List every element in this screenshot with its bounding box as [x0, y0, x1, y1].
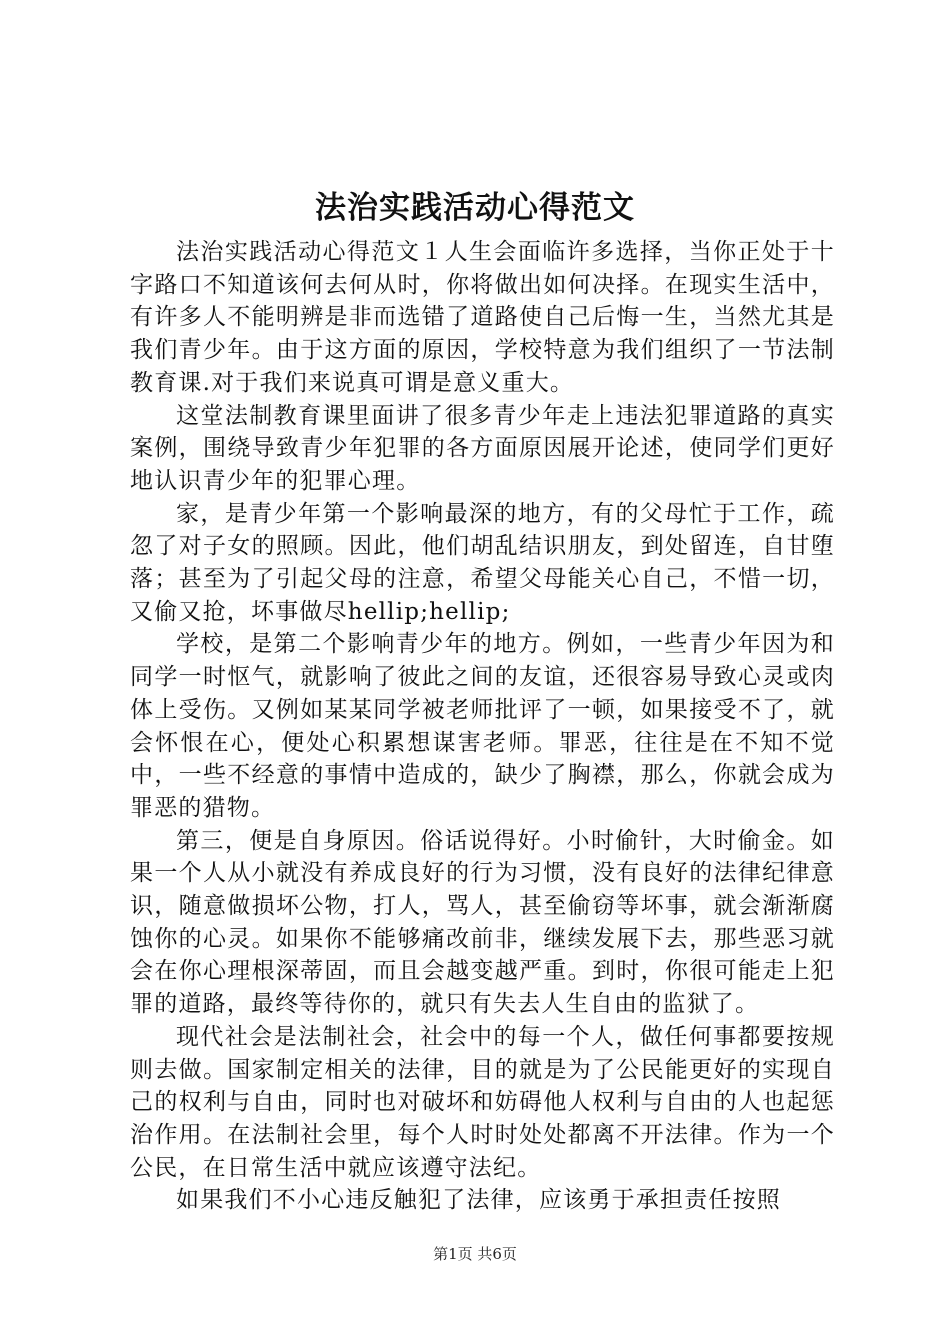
paragraph-5: 第三，便是自身原因。俗话说得好。小时偷针，大时偷金。如果一个人从小就没有养成良好的行为习惯，没有良好的法律纪律意识，随意做损坏公物，打人，骂人，甚至偷窃等坏事，就会渐渐腐蚀你的心灵。如果你不能够痛改前非，继续发展下去，那些恶习就会在你心理根深蒂固，而且会越变越严重。到时，你很可能走上犯罪的道路，最终等待你的，就只有失去人生自由的监狱了。 [130, 827, 835, 1018]
paragraph-6: 现代社会是法制社会，社会中的每一个人，做任何事都要按规则去做。国家制定相关的法律，目的就是为了公民能更好的实现自己的权利与自由，同时也对破坏和妨碍他人权利与自由的人也起惩治作用。在法制社会里，每个人时时处处都离不开法律。作为一个公民，在日常生活中就应该遵守法纪。 [130, 1023, 835, 1181]
paragraph-4: 学校，是第二个影响青少年的地方。例如，一些青少年因为和同学一时怄气，就影响了彼此之间的友谊，还很容易导致心灵或肉体上受伤。又例如某某同学被老师批评了一顿，如果接受不了，就会怀恨在心，便处心积累想谋害老师。罪恶，往往是在不知不觉中，一些不经意的事情中造成的，缺少了胸襟，那么，你就会成为罪恶的猎物。 [130, 631, 835, 821]
paragraph-2: 这堂法制教育课里面讲了很多青少年走上违法犯罪道路的真实案例，围绕导致青少年犯罪的各方面原因展开论述，使同学们更好地认识青少年的犯罪心理。 [130, 402, 835, 494]
paragraph-7: 如果我们不小心违反触犯了法律，应该勇于承担责任按照 [176, 1187, 781, 1214]
document-body [130, 236, 835, 1217]
page-number-footer: 第1页 共6页 [433, 1245, 517, 1263]
paragraph-3: 家，是青少年第一个影响最深的地方，有的父母忙于工作，疏忽了对子女的照顾。因此，他们胡乱结识朋友，到处留连，自甘堕落；甚至为了引起父母的注意，希望父母能关心自己，不惜一切，又偷又抢，坏事做尽hellip;hellip; [130, 500, 835, 625]
document-title: 法治实践活动心得范文 [315, 190, 635, 226]
paragraph-1: 法治实践活动心得范文１人生会面临许多选择，当你正处于十字路口不知道该何去何从时，你将做出如何决择。在现实生活中，有许多人不能明辨是非而选错了道路使自己后悔一生，当然尤其是我们青少年。由于这方面的原因，学校特意为我们组织了一节法制教育课.对于我们来说真可谓是意义重大。 [130, 239, 835, 396]
